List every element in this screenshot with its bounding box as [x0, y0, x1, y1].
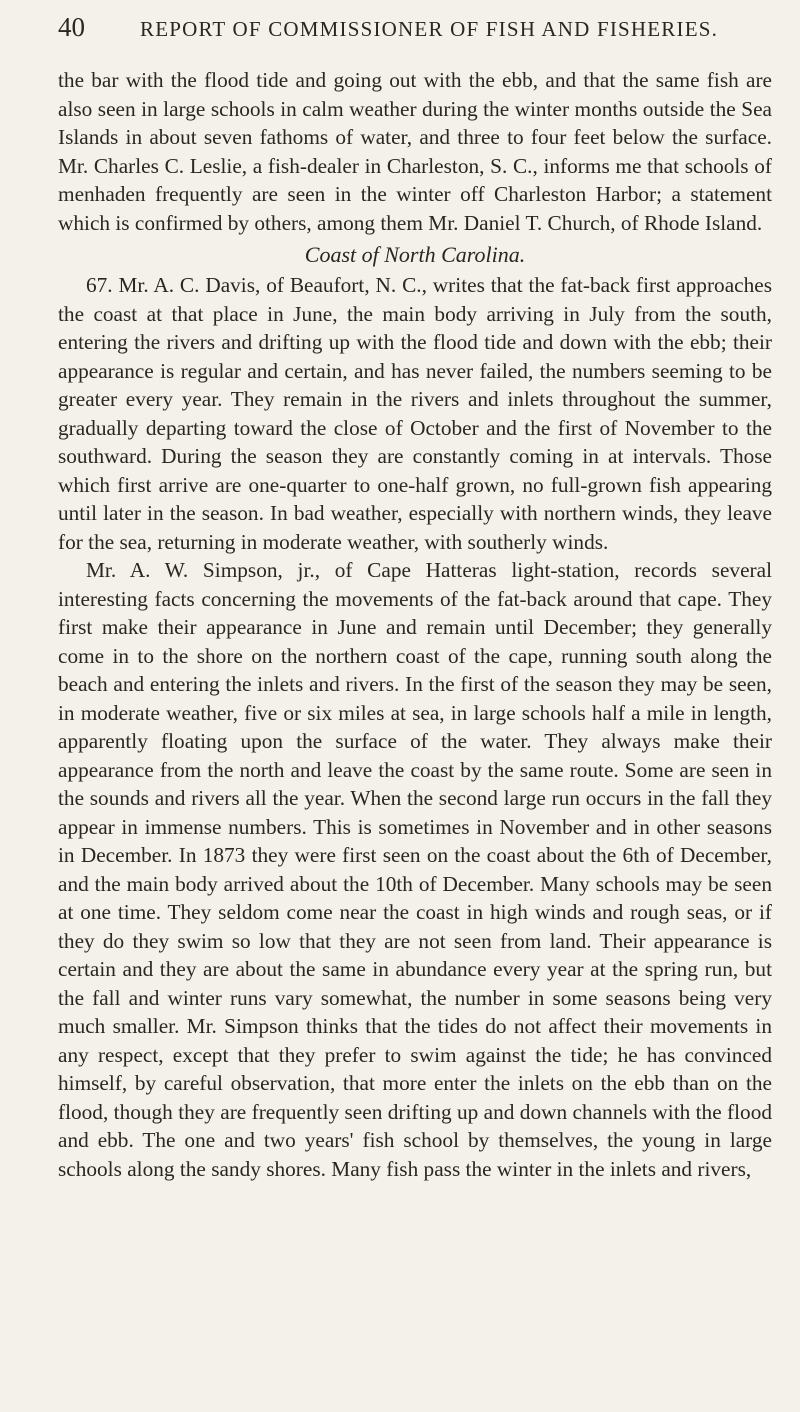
running-head: REPORT OF COMMISSIONER OF FISH AND FISHERIES.	[140, 17, 719, 41]
paragraph: Mr. A. W. Simpson, jr., of Cape Hatteras light-station, records several interesting facts concerning the movements of the fat-back around that cape. They first make their appearance in June and remain until December; they generally come in to the shore on the northern coast of the cape, running south along the beach and entering the inlets and rivers. In the first of the season they may be seen, in moderate weather, five or six miles at sea, in large schools half a mile in length, apparently floating upon the surface of the water. They always make their appearance from the north and leave the coast by the same route. Some are seen in the sounds and rivers all the year. When the second large run occurs in the fall they appear in immense numbers. This is sometimes in November and in other seasons in December. In 1873 they were first seen on the coast about the 6th of December, and the main body arrived about the 10th of December. Many schools may be seen at one time. They seldom come near the coast in high winds and rough seas, or if they do they swim so low that they are not seen from land. Their appearance is certain and they are about the same in abundance every year at the spring run, but the fall and winter runs vary somewhat, the number in some seasons being very much smaller. Mr. Simpson thinks that the tides do not affect their movements in any respect, except that they prefer to swim against the tide; he has convinced himself, by careful observation, that more enter the inlets on the ebb than on the flood, though they are frequently seen drifting up and down channels with the flood and ebb. The one and two years' fish school by themselves, the young in large schools along the sandy shores. Many fish pass the winter in the inlets and rivers,	[58, 558, 772, 1181]
paragraph: the bar with the flood tide and going out with the ebb, and that the same fish are also seen in large schools in calm weather during the winter months outside the Sea Islands in about seven fathoms of water, and three to four feet below the surface. Mr. Charles C. Leslie, a fish-dealer in Charleston, S. C., informs me that schools of menhaden frequently are seen in the winter off Charleston Harbor; a statement which is confirmed by others, among them Mr. Daniel T. Church, of Rhode Island.	[58, 68, 772, 235]
section-heading: Coast of North Carolina.	[304, 242, 526, 267]
body-text	[58, 66, 772, 1183]
page-header	[58, 12, 772, 52]
page-number: 40	[58, 12, 85, 42]
paragraph: 67. Mr. A. C. Davis, of Beaufort, N. C., writes that the fat-back first approaches the coast at that place in June, the main body arriving in July from the south, entering the rivers and drifting up with the flood tide and down with the ebb; their appearance is regular and certain, and has never failed, the numbers seeming to be greater every year. They remain in the rivers and inlets throughout the summer, gradually departing toward the close of October and the first of November to the southward. During the season they are constantly coming in at intervals. Those which first arrive are one-quarter to one-half grown, no full-grown fish appearing until later in the season. In bad weather, especially with northern winds, they leave for the sea, returning in moderate weather, with southerly winds.	[58, 273, 772, 554]
